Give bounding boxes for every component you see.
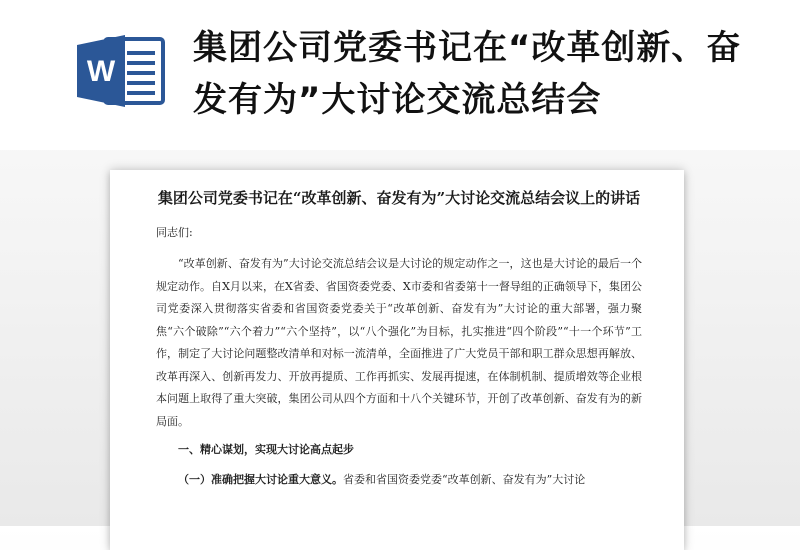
section-heading: 一、精心谋划，实现大讨论高点起步 [178, 443, 354, 456]
svg-text:W: W [86, 55, 116, 88]
subsection-text: 省委和省国资委党委“改革创新、奋发有为”大讨论 [343, 473, 586, 486]
header-banner [0, 0, 800, 150]
word-document-icon [75, 33, 167, 109]
salutation: 同志们: [156, 226, 193, 239]
page-title: 集团公司党委书记在“改革创新、奋发有为”大讨论交流总结会 [193, 28, 742, 120]
paragraph: “改革创新、奋发有为”大讨论交流总结会议是大讨论的规定动作之一，这也是大讨论的最后一个规定动作。自X月以来，在X省委、省国资委党委、X市委和省委第十一督导组的正确领导下，集团公司党委深入贯彻落实省委和省国资委党委关于“改革创新、奋发有为”大讨论的重大部署，强力聚焦“六个破除”“六个着力”“六个坚持”，以“八个强化”为目标，扎实推进“四个阶段”“十一个环节”工作，制定了大讨论问题整改清单和对标一流清单，全面推进了广大党员干部和职工群众思想再解放、改革再深入、创新再发力、开放再提质、工作再抓实、发展再提速，在体制机制、提质增效等企业根本问题上取得了重大突破，集团公司从四个方面和十八个关键环节，开创了改革创新、奋发有为的新局面。 [156, 257, 642, 428]
document-body [156, 184, 642, 491]
document-title: 集团公司党委书记在“改革创新、奋发有为”大讨论交流总结会议上的讲话 [157, 189, 641, 207]
subsection-paragraph [156, 469, 642, 491]
document-page [110, 170, 684, 550]
subsection-heading: （一）准确把握大讨论重大意义。 [178, 473, 343, 486]
